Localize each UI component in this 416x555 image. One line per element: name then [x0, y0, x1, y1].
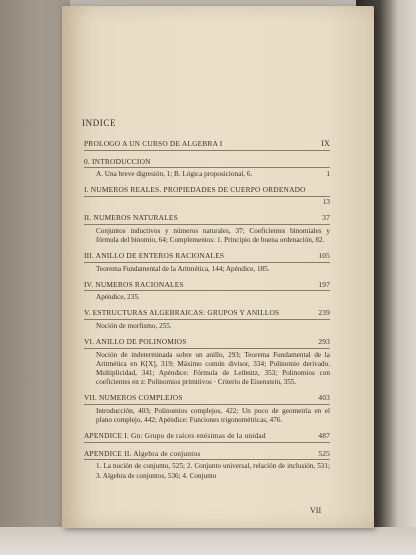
- chapter-page: 1: [326, 170, 330, 179]
- chapter-label: APENDICE I. Gn: Grupo de raíces enésimas de la unidad: [84, 431, 266, 441]
- prologo-label: PROLOGO A UN CURSO DE ALGEBRA I: [84, 139, 223, 149]
- page-folio: VII: [310, 506, 322, 515]
- chapter-page: 37: [322, 213, 330, 223]
- background-left: [0, 0, 70, 555]
- chapter-entry: [84, 308, 330, 331]
- chapter-entry: [84, 185, 330, 207]
- chapter-label: VII. NUMEROS COMPLEJOS: [84, 393, 183, 403]
- chapter-sub: 1. La noción de conjunto, 525; 2. Conjunto universal, relación de inclusión, 531; 3. Algebra de conjuntos, 536; 4. Conjunto: [96, 462, 330, 480]
- chapter-page: 239: [318, 308, 330, 318]
- chapter-sub: Introducción, 403; Polinomios complejos, 422; Un poco de geometría en el plano complejo, 442; Apéndice: Funciones trigonométricas, 476.: [96, 406, 330, 425]
- chapter-entry: [84, 337, 330, 387]
- chapter-page: 487: [318, 431, 330, 441]
- chapter-entry: [84, 393, 330, 425]
- prologo-entry: [84, 139, 330, 151]
- chapter-label: I. NUMEROS REALES. PROPIEDADES DE CUERPO ORDENADO: [84, 185, 306, 195]
- chapter-label: IV. NUMEROS RACIONALES: [84, 279, 184, 289]
- chapter-entry: [84, 251, 330, 274]
- chapter-page: 197: [318, 279, 330, 289]
- chapter-page: 403: [318, 393, 330, 403]
- chapter-label: 0. INTRODUCCION: [84, 156, 151, 166]
- chapter-label: APENDICE II. Algebra de conjuntos: [84, 448, 201, 458]
- chapter-page: 13: [322, 197, 330, 206]
- chapter-sub: Apéndice, 235.: [96, 293, 140, 302]
- chapter-label: V. ESTRUCTURAS ALGEBRAICAS: GRUPOS Y ANILLOS: [84, 308, 280, 318]
- chapter-label: II. NUMEROS NATURALES: [84, 213, 178, 223]
- chapter-label: VI. ANILLO DE POLINOMIOS: [84, 337, 187, 347]
- chapter-sub: Conjuntos inductivos y números naturales, 37; Coeficientes binomiales y fórmula del binomio, 64; Complementos: 1. Principio de buena ordenación, 82.: [96, 226, 330, 244]
- chapter-entry: [84, 157, 330, 180]
- chapter-sub: Noción de indeterminada sobre un anillo, 293; Teorema Fundamental de la Aritmética en K[X], 319; Máximo común divisor, 334; Polinomio derivado. Multiplicidad, 341; Apéndice: Fórmula de Leibnitz, 353; Polinomios con coeficientes en z: Polinomios primitivos · Criterio de Eisenstein, 355.: [96, 350, 330, 387]
- chapter-sub: A. Una breve digresión, 1; B. Lógica proposicional, 6.: [96, 170, 253, 179]
- chapter-entry: [84, 213, 330, 245]
- chapter-entry: [84, 280, 330, 303]
- chapter-entry: [84, 449, 330, 481]
- chapter-sub: Teorema Fundamental de la Aritmética, 144; Apéndice, 185.: [96, 264, 270, 273]
- chapter-page: 525: [318, 448, 330, 458]
- background-bottom: [0, 527, 416, 555]
- index-content: [84, 118, 330, 487]
- chapter-label: III. ANILLO DE ENTEROS RACIONALES: [84, 251, 225, 261]
- index-title: INDICE: [82, 118, 117, 128]
- chapter-page: 105: [318, 251, 330, 261]
- chapter-entry: [84, 431, 330, 442]
- chapter-page: 293: [318, 337, 330, 347]
- chapter-sub: Noción de morfismo, 255.: [96, 321, 172, 330]
- prologo-page: IX: [321, 138, 330, 148]
